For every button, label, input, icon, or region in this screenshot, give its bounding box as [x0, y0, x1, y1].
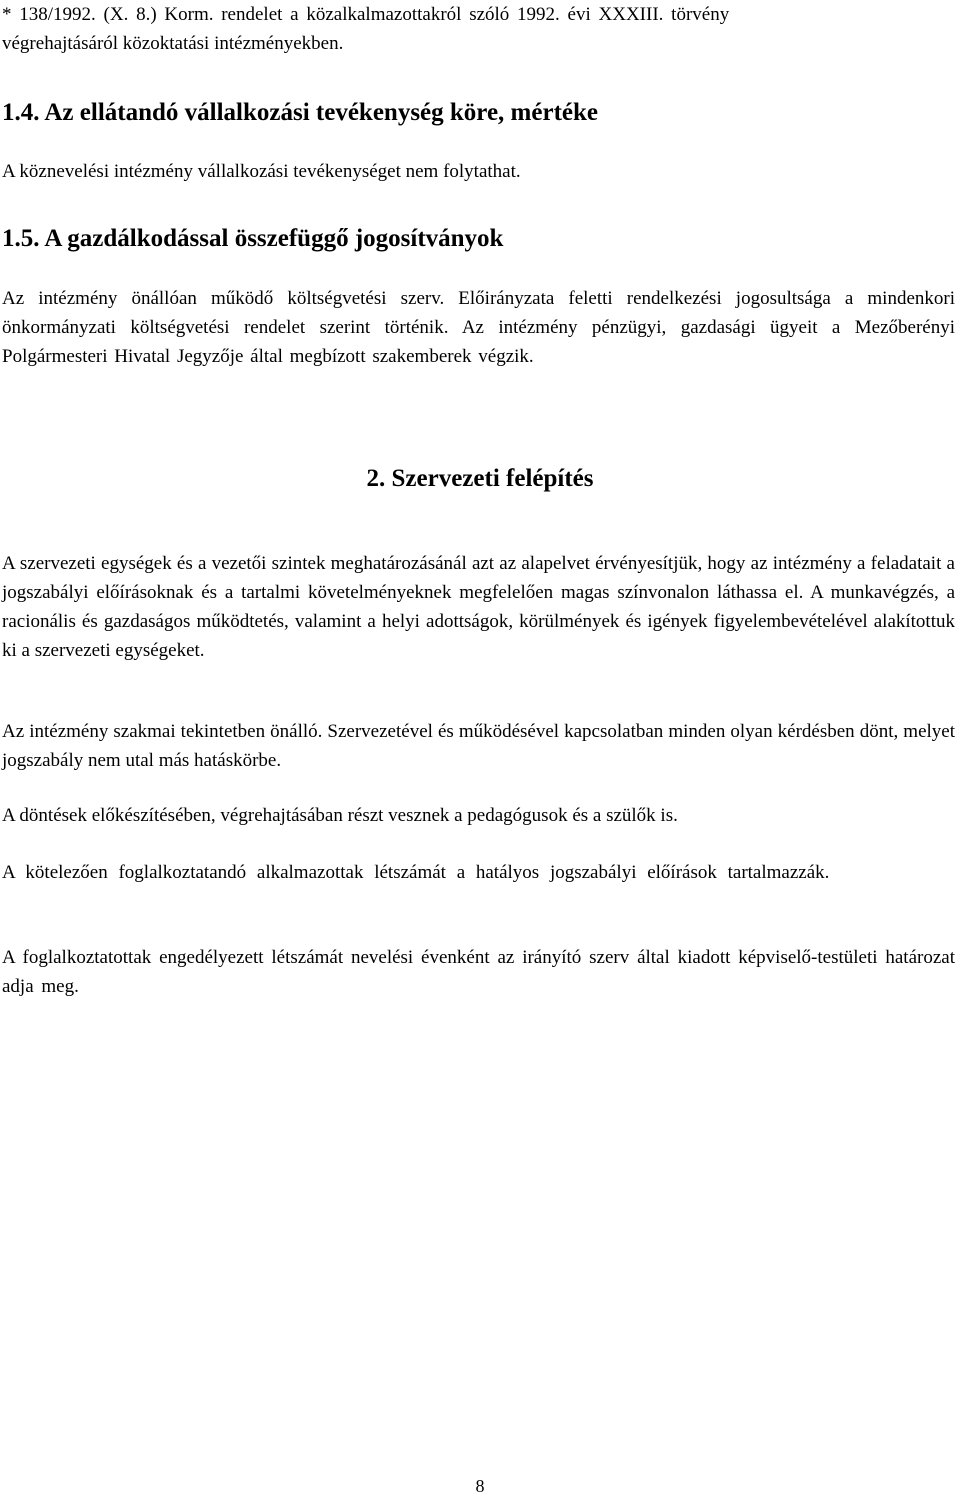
section-2-paragraph-5: A foglalkoztatottak engedélyezett létszámát nevelési évenként az irányító szerv által kiadott képviselő-testületi határozat adja meg. [2, 947, 955, 997]
section-2-paragraph-2: Az intézmény szakmai tekintetben önálló. Szervezetével és működésével kapcsolatban minden olyan kérdésben dönt, melyet jogszabály nem utal más hatáskörbe. [2, 721, 955, 771]
section-1-4-heading: 1.4. Az ellátandó vállalkozási tevékenység köre, mértéke [2, 99, 598, 126]
section-1-5-heading: 1.5. A gazdálkodással összefüggő jogosítványok [2, 225, 504, 252]
section-2-paragraph-4: A kötelezően foglalkoztatandó alkalmazottak létszámát a hatályos jogszabályi előírások tartalmazzák. [2, 862, 830, 883]
section-1-4-text: A köznevelési intézmény vállalkozási tevékenységet nem folytathat. [2, 161, 521, 182]
section-2-paragraph-1: A szervezeti egységek és a vezetői szintek meghatározásánál azt az alapelvet érvényesítjük, hogy az intézmény a feladatait a jogszabályi előírásoknak és a tartalmi követelményeknek megfelelően magas színvonalon láthassa el. A munkavégzés, a racionális és gazdaságos működtetés, valamint a helyi adottságok, körülmények és igények figyelembevételével alakítottuk ki a szervezeti egységeket. [2, 553, 955, 661]
footnote-line-2: végrehajtásáról közoktatási intézményekben. [2, 33, 344, 54]
section-2-heading: 2. Szervezeti felépítés [366, 465, 594, 492]
section-1-5-text: Az intézmény önállóan működő költségvetési szerv. Előirányzata feletti rendelkezési jogosultsága a mindenkori önkormányzati költségvetési rendelet szerint történik. Az intézmény pénzügyi, gazdasági ügyeit a Mezőberényi Polgármesteri Hivatal Jegyzője által megbízott szakemberek végzik. [2, 288, 955, 367]
page-number: 8 [475, 1476, 485, 1496]
footnote-line-1: * 138/1992. (X. 8.) Korm. rendelet a közalkalmazottakról szóló 1992. évi XXXIII. törvény [2, 4, 730, 25]
section-2-paragraph-3: A döntések előkészítésében, végrehajtásában részt vesznek a pedagógusok és a szülők is. [2, 805, 678, 826]
